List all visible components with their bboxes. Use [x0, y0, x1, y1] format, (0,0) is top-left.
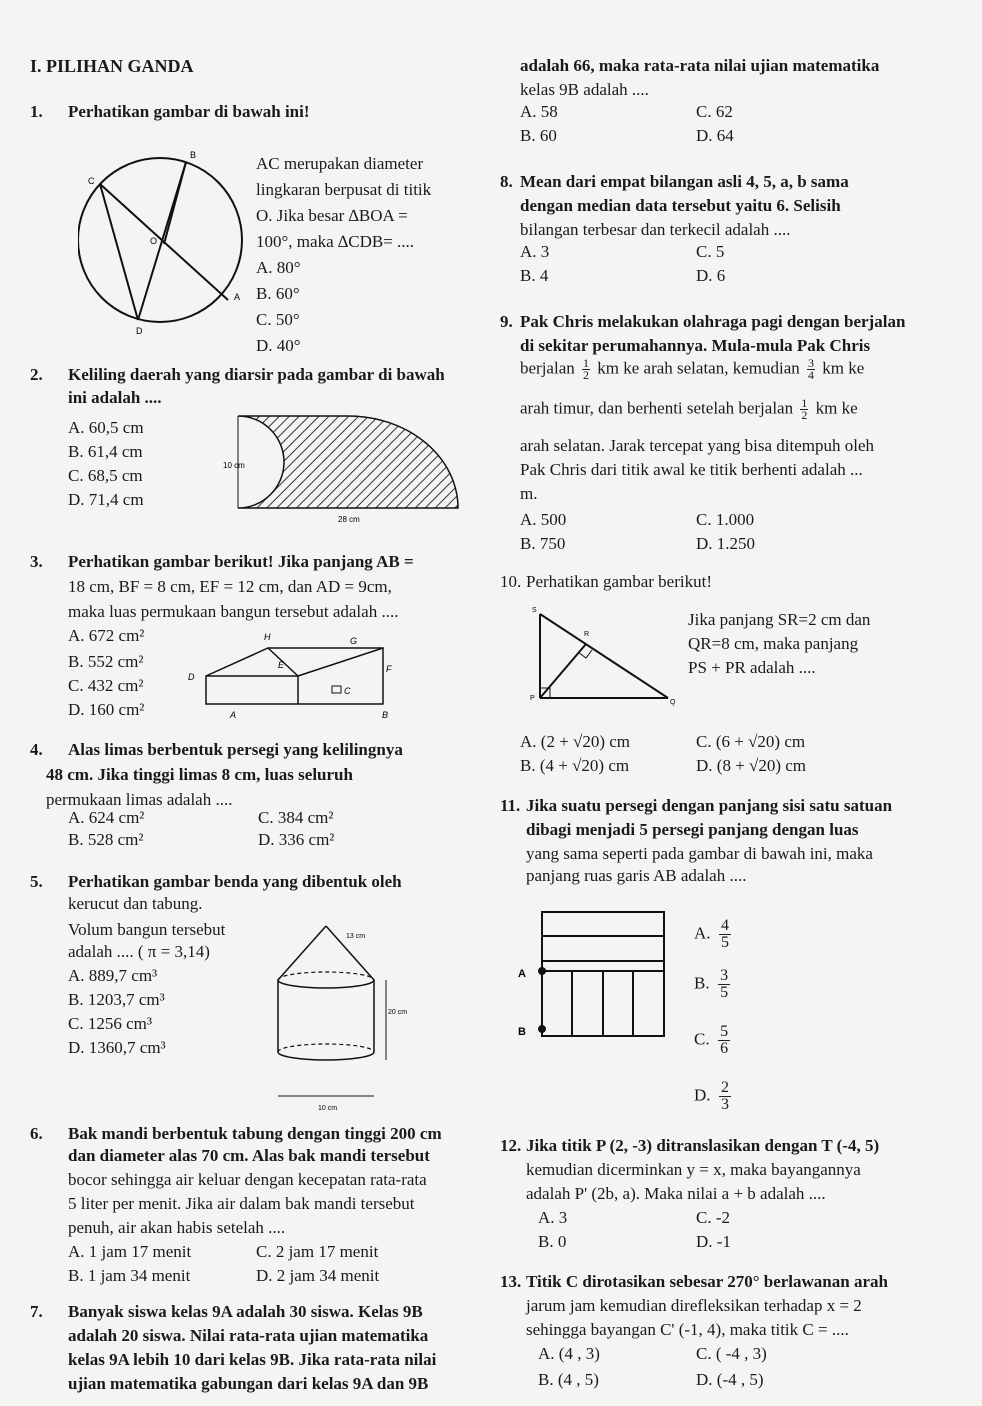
q2-stem-line-1: Keliling daerah yang diarsir pada gambar di bawah — [68, 365, 445, 384]
q1-side-line-3: O. Jika besar ∆BOA = — [256, 206, 408, 225]
q10-triangle-figure — [528, 600, 678, 710]
q4-number: 4. — [30, 740, 43, 759]
q7-option-d: D. 64 — [696, 126, 734, 145]
q11-option-c — [694, 1024, 730, 1057]
q9-frac2-num: 3 — [808, 356, 815, 370]
q9-stem-line-7: m. — [520, 484, 538, 503]
q11-stem-line-2: dibagi menjadi 5 persegi panjang dengan luas — [526, 820, 859, 839]
q12-stem-line-3: adalah P' (2b, a). Maka nilai a + b adalah .... — [526, 1184, 826, 1203]
q13-stem-line-3: sehingga bayangan C' (-1, 4), maka titik C = .... — [526, 1320, 849, 1339]
q9-text-selatan: km ke arah selatan, kemudian — [597, 358, 800, 378]
q13-option-d: D. (-4 , 5) — [696, 1370, 764, 1389]
q12-option-c: C. -2 — [696, 1208, 730, 1227]
q11-option-d-fraction — [719, 1080, 731, 1113]
q2-number: 2. — [30, 365, 43, 384]
q11-option-c-letter: C. — [694, 1029, 710, 1049]
q5-option-d: D. 1360,7 cm³ — [68, 1038, 166, 1057]
q1-stem: Perhatikan gambar di bawah ini! — [68, 102, 310, 121]
q8-stem-line-2: dengan median data tersebut yaitu 6. Selisih — [520, 196, 841, 215]
q11-stem-line-3: yang sama seperti pada gambar di bawah ini, maka — [526, 844, 873, 863]
q6-number: 6. — [30, 1124, 43, 1143]
q1-label-o: O — [150, 236, 158, 246]
q5-stem-line-1: Perhatikan gambar benda yang dibentuk oleh — [68, 872, 402, 891]
q9-fraction-1 — [582, 358, 590, 381]
q11-c-num: 5 — [720, 1023, 729, 1040]
q5-side-line-1: Volum bangun tersebut — [68, 920, 226, 939]
q1-option-d: D. 40° — [256, 336, 301, 355]
q5-option-a: A. 889,7 cm³ — [68, 966, 158, 985]
q6-stem-line-4: 5 liter per menit. Jika air dalam bak mandi tersebut — [68, 1194, 415, 1213]
q11-option-b — [694, 968, 730, 1001]
q1-side-line-4: 100°, maka ∆CDB= .... — [256, 232, 415, 251]
q3-option-c: C. 432 cm² — [68, 676, 144, 695]
q4-stem-line-3: permukaan limas adalah .... — [46, 790, 233, 809]
q9-fraction-3 — [800, 398, 808, 421]
q6-stem-line-1: Bak mandi berbentuk tabung dengan tinggi 200 cm — [68, 1124, 442, 1143]
q5-option-c: C. 1256 cm³ — [68, 1014, 152, 1033]
q11-option-a — [694, 918, 731, 951]
q11-d-num: 2 — [721, 1079, 730, 1096]
q3-stem-line-1: Perhatikan gambar berikut! Jika panjang AB = — [68, 552, 414, 571]
q3-prism-figure — [178, 626, 408, 722]
q3-label-h: H — [264, 632, 271, 642]
q3-stem-line-2: 18 cm, BF = 8 cm, EF = 12 cm, dan AD = 9cm, — [68, 577, 392, 596]
q12-stem-line-1: Jika titik P (2, -3) ditranslasikan dengan T (-4, 5) — [526, 1136, 880, 1155]
q8-stem-line-3: bilangan terbesar dan terkecil adalah .... — [520, 220, 791, 239]
q11-a-den: 5 — [721, 934, 730, 951]
q11-d-den: 3 — [721, 1096, 730, 1113]
q13-option-c: C. ( -4 , 3) — [696, 1344, 767, 1363]
q9-stem-line-6: Pak Chris dari titik awal ke titik berhenti adalah ... — [520, 460, 863, 479]
q9-frac3-num: 1 — [801, 396, 808, 410]
q7-stem-line-3: kelas 9A lebih 10 dari kelas 9B. Jika rata-rata nilai — [68, 1350, 437, 1369]
q1-number: 1. — [30, 102, 43, 121]
q3-label-g: G — [350, 636, 358, 646]
q7-stem-line-4: ujian matematika gabungan dari kelas 9A dan 9B — [68, 1374, 429, 1393]
q2-label-28cm: 28 cm — [338, 515, 360, 524]
q11-option-b-fraction — [718, 968, 730, 1001]
q1-circle-figure — [78, 140, 248, 340]
q5-cone-cylinder-figure — [258, 918, 418, 1118]
q11-stem-line-1: Jika suatu persegi dengan panjang sisi satu satuan — [526, 796, 893, 815]
q4-option-b: B. 528 cm² — [68, 830, 144, 849]
q3-option-a: A. 672 cm² — [68, 626, 145, 645]
q4-option-a: A. 624 cm² — [68, 808, 145, 827]
q8-option-c: C. 5 — [696, 242, 725, 261]
q13-stem-line-2: jarum jam kemudian direfleksikan terhadap x = 2 — [526, 1296, 862, 1315]
q5-label-13cm: 13 cm — [346, 933, 366, 940]
q13-option-a: A. (4 , 3) — [538, 1344, 600, 1363]
q11-stem-line-4: panjang ruas garis AB adalah .... — [526, 866, 747, 885]
q3-label-a: A — [230, 710, 237, 720]
q1-option-c: C. 50° — [256, 310, 300, 329]
q11-b-den: 5 — [720, 984, 729, 1001]
q6-option-d: D. 2 jam 34 menit — [256, 1266, 380, 1285]
q3-option-b: B. 552 cm² — [68, 652, 144, 671]
q9-stem-line-2: di sekitar perumahannya. Mula-mula Pak Chris — [520, 336, 871, 355]
q1-side-line-1: AC merupakan diameter — [256, 154, 424, 173]
q13-option-b: B. (4 , 5) — [538, 1370, 599, 1389]
q2-option-d: D. 71,4 cm — [68, 490, 144, 509]
q2-option-c: C. 68,5 cm — [68, 466, 143, 485]
q10-option-a: A. (2 + √20) cm — [520, 732, 631, 751]
q9-option-c: C. 1.000 — [696, 510, 755, 529]
q9-stem-line-1: Pak Chris melakukan olahraga pagi dengan berjalan — [520, 312, 906, 331]
q11-number: 11. — [500, 796, 521, 815]
q9-stem-line-5: arah selatan. Jarak tercepat yang bisa ditempuh oleh — [520, 436, 875, 455]
q11-option-b-letter: B. — [694, 973, 710, 993]
q3-label-f: F — [386, 664, 392, 674]
q3-number: 3. — [30, 552, 43, 571]
q12-stem-line-2: kemudian dicerminkan y = x, maka bayangannya — [526, 1160, 861, 1179]
q9-text-arah-timur: arah timur, dan berhenti setelah berjalan — [520, 398, 794, 418]
q9-frac2-den: 4 — [808, 368, 815, 382]
q1-label-a: A — [234, 292, 241, 302]
q1-label-b: B — [190, 150, 197, 160]
q6-stem-line-5: penuh, air akan habis setelah .... — [68, 1218, 286, 1237]
section-title: I. PILIHAN GANDA — [30, 56, 194, 76]
q7-number: 7. — [30, 1302, 43, 1321]
q3-label-e: E — [278, 660, 285, 670]
q5-side-line-2: adalah .... ( π = 3,14) — [68, 942, 210, 961]
q6-option-a: A. 1 jam 17 menit — [68, 1242, 192, 1261]
q12-number: 12. — [500, 1136, 522, 1155]
q11-square-figure — [508, 906, 678, 1050]
q3-stem-line-3: maka luas permukaan bangun tersebut adalah .... — [68, 602, 399, 621]
q9-fraction-2 — [807, 358, 815, 381]
q2-option-b: B. 61,4 cm — [68, 442, 143, 461]
q4-stem-line-2: 48 cm. Jika tinggi limas 8 cm, luas seluruh — [46, 765, 353, 784]
q3-label-b: B — [382, 710, 389, 720]
q2-stem-line-2: ini adalah .... — [68, 388, 162, 407]
q6-stem-line-3: bocor sehingga air keluar dengan kecepatan rata-rata — [68, 1170, 427, 1189]
q11-option-d-letter: D. — [694, 1085, 711, 1105]
q3-option-d: D. 160 cm² — [68, 700, 145, 719]
q10-stem: Perhatikan gambar berikut! — [526, 572, 712, 591]
q7-option-c: C. 62 — [696, 102, 733, 121]
q12-option-b: B. 0 — [538, 1232, 567, 1251]
q11-option-a-fraction — [719, 918, 731, 951]
q10-number: 10. — [500, 572, 522, 591]
q3-label-d: D — [188, 672, 195, 682]
q2-shaded-figure — [178, 408, 468, 528]
q11-label-a: A — [518, 968, 526, 980]
q2-option-a: A. 60,5 cm — [68, 418, 144, 437]
q11-option-d — [694, 1080, 731, 1113]
q10-option-d: D. (8 + √20) cm — [696, 756, 807, 775]
q1-option-a: A. 80° — [256, 258, 301, 277]
q8-number: 8. — [500, 172, 513, 191]
q9-text-berjalan: berjalan — [520, 358, 575, 378]
q4-option-d: D. 336 cm² — [258, 830, 335, 849]
q9-option-a: A. 500 — [520, 510, 567, 529]
q3-label-c: C — [344, 686, 351, 696]
q9-option-d: D. 1.250 — [696, 534, 756, 553]
q10-side-line-3: PS + PR adalah .... — [688, 658, 816, 677]
q11-option-a-letter: A. — [694, 923, 711, 943]
q1-label-c: C — [88, 176, 95, 186]
q11-option-c-fraction — [718, 1024, 730, 1057]
q9-frac1-num: 1 — [583, 356, 589, 370]
q5-label-20cm: 20 cm — [388, 1009, 408, 1016]
q5-label-10cm: 10 cm — [318, 1105, 338, 1112]
q4-stem-line-1: Alas limas berbentuk persegi yang kelilingnya — [68, 740, 403, 759]
q9-stem-line-3 — [520, 358, 864, 381]
q12-option-d: D. -1 — [696, 1232, 731, 1251]
q7-stem-line-1: Banyak siswa kelas 9A adalah 30 siswa. Kelas 9B — [68, 1302, 423, 1321]
q10-label-p: P — [530, 695, 535, 702]
q7-stem-line-6: kelas 9B adalah .... — [520, 80, 649, 99]
q9-frac3-den: 2 — [801, 408, 808, 422]
q13-number: 13. — [500, 1272, 522, 1291]
q8-option-a: A. 3 — [520, 242, 550, 261]
q6-option-b: B. 1 jam 34 menit — [68, 1266, 191, 1285]
q10-option-c: C. (6 + √20) cm — [696, 732, 806, 751]
q10-side-line-1: Jika panjang SR=2 cm dan — [688, 610, 871, 629]
q7-option-a: A. 58 — [520, 102, 558, 121]
q10-option-b: B. (4 + √20) cm — [520, 756, 630, 775]
q5-stem-line-2: kerucut dan tabung. — [68, 894, 203, 913]
q8-stem-line-1: Mean dari empat bilangan asli 4, 5, a, b sama — [520, 172, 849, 191]
q12-option-a: A. 3 — [538, 1208, 568, 1227]
q9-stem-line-4 — [520, 398, 858, 421]
q9-text-kmke: km ke — [822, 358, 865, 378]
q1-option-b: B. 60° — [256, 284, 300, 303]
q10-label-r: R — [584, 631, 590, 638]
q5-option-b: B. 1203,7 cm³ — [68, 990, 165, 1009]
q10-side-line-2: QR=8 cm, maka panjang — [688, 634, 859, 653]
q8-option-d: D. 6 — [696, 266, 726, 285]
q13-stem-line-1: Titik C dirotasikan sebesar 270° berlawanan arah — [526, 1272, 888, 1291]
q4-option-c: C. 384 cm² — [258, 808, 334, 827]
q8-option-b: B. 4 — [520, 266, 549, 285]
q11-c-den: 6 — [720, 1040, 729, 1057]
q7-stem-line-2: adalah 20 siswa. Nilai rata-rata ujian matematika — [68, 1326, 429, 1345]
q6-option-c: C. 2 jam 17 menit — [256, 1242, 379, 1261]
q1-label-d: D — [136, 326, 143, 336]
q1-side-line-2: lingkaran berpusat di titik — [256, 180, 432, 199]
q11-a-num: 4 — [721, 917, 730, 934]
q7-option-b: B. 60 — [520, 126, 557, 145]
q10-label-s: S — [532, 607, 537, 614]
q9-number: 9. — [500, 312, 513, 331]
q9-frac1-den: 2 — [583, 368, 589, 382]
q10-label-q: Q — [670, 699, 676, 706]
q5-number: 5. — [30, 872, 43, 891]
q9-text-kmke-2: km ke — [815, 398, 858, 418]
q6-stem-line-2: dan diameter alas 70 cm. Alas bak mandi tersebut — [68, 1146, 430, 1165]
q11-b-num: 3 — [720, 967, 729, 984]
q7-stem-line-5: adalah 66, maka rata-rata nilai ujian matematika — [520, 56, 880, 75]
q9-option-b: B. 750 — [520, 534, 566, 553]
q2-label-10cm: 10 cm — [223, 461, 245, 470]
q11-label-b: B — [518, 1026, 526, 1038]
